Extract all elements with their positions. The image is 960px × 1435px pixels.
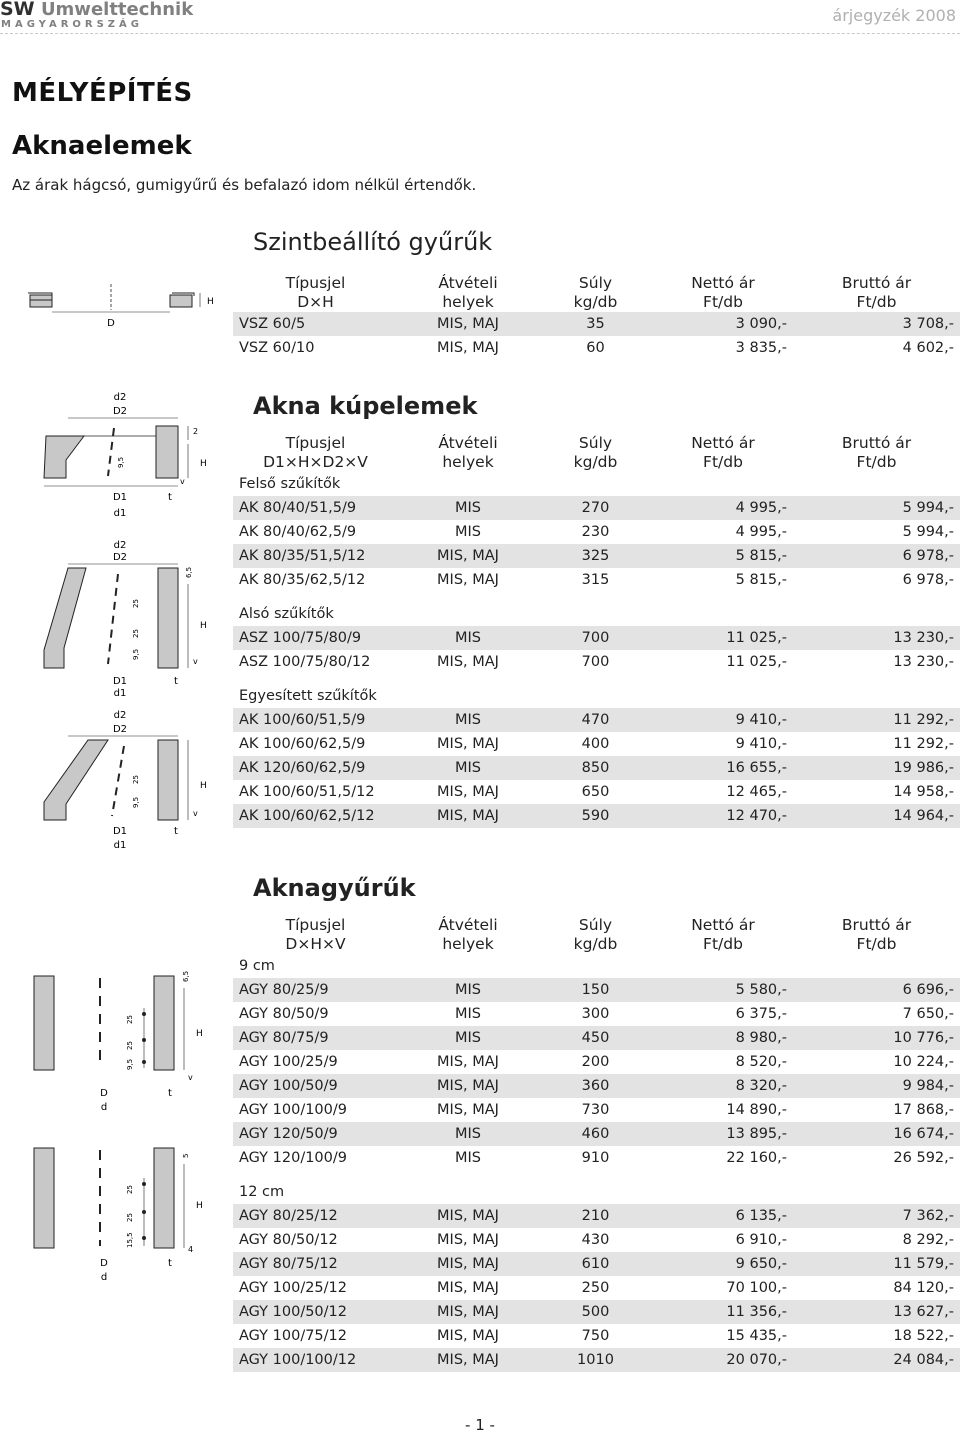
table-row bbox=[233, 544, 960, 568]
label-6-5: 6,5 bbox=[182, 970, 190, 982]
cell-type: AGY 100/100/9 bbox=[239, 1102, 347, 1118]
cell-weight: 850 bbox=[538, 756, 653, 780]
cell-type: AK 100/60/62,5/9 bbox=[239, 736, 366, 752]
cell-net: 22 160,- bbox=[726, 1150, 787, 1166]
cell-net: 5 815,- bbox=[653, 544, 793, 568]
cell-type: AK 80/35/62,5/12 bbox=[239, 572, 366, 588]
cell-weight: 200 bbox=[581, 1054, 610, 1070]
table-row bbox=[233, 1050, 960, 1074]
cell-weight: 250 bbox=[581, 1280, 610, 1296]
cell-type: VSZ 60/10 bbox=[239, 340, 315, 356]
cell-weight: 700 bbox=[581, 654, 610, 670]
table-row bbox=[233, 1098, 960, 1122]
group-label: Egyesített szűkítők bbox=[239, 688, 377, 704]
cell-net: 11 025,- bbox=[726, 654, 787, 670]
cell-type: AK 80/40/51,5/9 bbox=[233, 496, 398, 520]
label-d1: d1 bbox=[113, 508, 127, 519]
cell-weight: 430 bbox=[581, 1232, 610, 1248]
group-label-row bbox=[233, 602, 960, 626]
group-label: Felső szűkítők bbox=[239, 476, 341, 492]
cell-net: 12 465,- bbox=[726, 784, 787, 800]
cell-type: AGY 100/75/12 bbox=[239, 1328, 347, 1344]
cell-gross: 84 120,- bbox=[893, 1280, 954, 1296]
group-label: Alsó szűkítők bbox=[239, 606, 334, 622]
label-D2: D2 bbox=[112, 724, 128, 735]
cell-weight: 1010 bbox=[538, 1348, 653, 1372]
cell-net: 15 435,- bbox=[726, 1328, 787, 1344]
cell-gross: 6 978,- bbox=[793, 544, 960, 568]
cone-diagram-lower bbox=[44, 540, 207, 699]
label-15-5: 15,5 bbox=[126, 1232, 134, 1248]
label-d1: d1 bbox=[113, 688, 127, 699]
table-row bbox=[233, 978, 960, 1002]
header-year-label: árjegyzék 2008 bbox=[832, 6, 956, 25]
cell-net: 6 135,- bbox=[653, 1204, 793, 1228]
cell-type: ASZ 100/75/80/9 bbox=[233, 626, 398, 650]
table-row bbox=[233, 1324, 960, 1348]
label-H: H bbox=[200, 459, 207, 469]
cell-weight: 500 bbox=[538, 1300, 653, 1324]
cell-gross: 17 868,- bbox=[893, 1102, 954, 1118]
label-D2: D2 bbox=[112, 406, 128, 417]
cell-net: 8 520,- bbox=[735, 1054, 787, 1070]
cell-weight: 35 bbox=[538, 312, 653, 336]
label-25: 25 bbox=[126, 1015, 134, 1024]
cell-gross: 6 696,- bbox=[793, 978, 960, 1002]
table-header-row bbox=[233, 431, 960, 472]
cell-type: AGY 100/50/9 bbox=[233, 1074, 398, 1098]
label-H: H bbox=[196, 1201, 203, 1211]
cell-type: AK 100/60/62,5/12 bbox=[233, 804, 398, 828]
col-header-gross: Bruttó ár Ft/db bbox=[841, 434, 912, 471]
cell-gross: 9 984,- bbox=[793, 1074, 960, 1098]
col-header-gross: Bruttó ár Ft/db bbox=[841, 274, 912, 311]
page-number: - 1 - bbox=[465, 1416, 495, 1434]
spacer-row bbox=[233, 1170, 960, 1180]
label-d: d bbox=[100, 1102, 108, 1113]
price-note: Az árak hágcsó, gumigyűrű és befalazó idom nélkül értendők. bbox=[12, 176, 477, 194]
label-9-5: 9,5 bbox=[132, 648, 140, 660]
label-25: 25 bbox=[132, 775, 140, 784]
table-row bbox=[233, 312, 960, 336]
cell-type: ASZ 100/75/80/12 bbox=[239, 654, 371, 670]
cell-net: 11 025,- bbox=[653, 626, 793, 650]
cell-place: MIS, MAJ bbox=[398, 1074, 538, 1098]
cell-gross: 10 224,- bbox=[893, 1054, 954, 1070]
cell-type: AK 100/60/51,5/12 bbox=[239, 784, 375, 800]
cell-place: MIS bbox=[398, 708, 538, 732]
cell-net: 4 995,- bbox=[653, 496, 793, 520]
group-label-row bbox=[233, 1180, 960, 1204]
cell-place: MIS, MAJ bbox=[398, 1348, 538, 1372]
logo-sw: SW bbox=[0, 0, 35, 20]
cell-gross: 14 958,- bbox=[893, 784, 954, 800]
cell-place: MIS bbox=[455, 524, 481, 540]
label-d2: d2 bbox=[113, 540, 127, 551]
table-row bbox=[233, 756, 960, 780]
label-25: 25 bbox=[132, 599, 140, 608]
cell-type: AGY 100/100/12 bbox=[233, 1348, 398, 1372]
table-row bbox=[233, 780, 960, 804]
cell-net: 11 356,- bbox=[653, 1300, 793, 1324]
cone-diagram-upper bbox=[44, 392, 207, 519]
label-D1: D1 bbox=[112, 826, 128, 837]
table-row bbox=[233, 1228, 960, 1252]
header-divider bbox=[0, 33, 960, 34]
label-H: H bbox=[196, 1029, 203, 1039]
table-row bbox=[233, 496, 960, 520]
table-row bbox=[233, 1002, 960, 1026]
cell-net: 4 995,- bbox=[735, 524, 787, 540]
label-D: D bbox=[100, 1258, 108, 1269]
label-d: d bbox=[100, 1272, 108, 1283]
col-header-type: Típusjel D×H×V bbox=[285, 916, 346, 953]
cell-place: MIS bbox=[398, 756, 538, 780]
label-v: v bbox=[180, 477, 185, 486]
cell-type: AGY 80/25/12 bbox=[233, 1204, 398, 1228]
ring-label-h: H bbox=[207, 297, 214, 307]
col-header-place: Átvételi helyek bbox=[438, 274, 498, 311]
cell-weight: 700 bbox=[538, 626, 653, 650]
cell-weight: 270 bbox=[538, 496, 653, 520]
col-header-weight: Súly kg/db bbox=[573, 916, 618, 953]
cell-weight: 450 bbox=[538, 1026, 653, 1050]
section-title-szintbeallito: Szintbeállító gyűrűk bbox=[253, 228, 493, 256]
cell-net: 3 090,- bbox=[653, 312, 793, 336]
table-row bbox=[233, 1252, 960, 1276]
col-header-net: Nettó ár Ft/db bbox=[691, 916, 755, 953]
table-row bbox=[233, 1348, 960, 1372]
cell-gross: 11 292,- bbox=[893, 736, 954, 752]
label-D2: D2 bbox=[112, 552, 128, 563]
label-v: v bbox=[193, 809, 198, 818]
table-row bbox=[233, 626, 960, 650]
agy-diagram-12cm bbox=[34, 1148, 203, 1283]
label-25: 25 bbox=[126, 1213, 134, 1222]
cell-gross: 5 994,- bbox=[793, 496, 960, 520]
cell-gross: 5 994,- bbox=[902, 524, 954, 540]
cell-gross: 13 627,- bbox=[793, 1300, 960, 1324]
label-t: t bbox=[168, 492, 172, 503]
label-v: v bbox=[193, 657, 198, 666]
cell-net: 14 890,- bbox=[726, 1102, 787, 1118]
cell-weight: 300 bbox=[581, 1006, 610, 1022]
cell-place: MIS bbox=[398, 1122, 538, 1146]
table-kupelemek bbox=[233, 431, 960, 828]
cell-type: AGY 100/25/9 bbox=[239, 1054, 338, 1070]
cell-weight: 230 bbox=[581, 524, 610, 540]
group-label: 12 cm bbox=[239, 1184, 285, 1200]
cone-diagrams bbox=[28, 388, 228, 858]
cell-net: 16 655,- bbox=[653, 756, 793, 780]
cell-gross: 13 230,- bbox=[793, 626, 960, 650]
table-row bbox=[233, 1026, 960, 1050]
cell-net: 8 980,- bbox=[653, 1026, 793, 1050]
cell-gross: 16 674,- bbox=[793, 1122, 960, 1146]
cell-net: 9 650,- bbox=[653, 1252, 793, 1276]
cell-type: AGY 80/75/9 bbox=[233, 1026, 398, 1050]
label-2: 2 bbox=[193, 427, 199, 436]
label-9-5: 9,5 bbox=[132, 796, 140, 808]
col-header-net: Nettó ár Ft/db bbox=[691, 274, 755, 311]
cell-weight: 730 bbox=[581, 1102, 610, 1118]
cell-gross: 26 592,- bbox=[893, 1150, 954, 1166]
group-label-row bbox=[233, 472, 960, 496]
ring-label-d: D bbox=[107, 318, 115, 329]
cell-type: AK 120/60/62,5/9 bbox=[233, 756, 398, 780]
spacer-row bbox=[233, 592, 960, 602]
cell-weight: 650 bbox=[581, 784, 610, 800]
agy-diagrams bbox=[28, 968, 218, 1288]
cell-place: MIS, MAJ bbox=[398, 1204, 538, 1228]
label-t: t bbox=[168, 1088, 172, 1099]
cell-place: MIS, MAJ bbox=[437, 654, 499, 670]
cell-net: 9 410,- bbox=[653, 708, 793, 732]
spacer-row bbox=[233, 674, 960, 684]
cell-gross: 11 579,- bbox=[793, 1252, 960, 1276]
table-header-row bbox=[233, 913, 960, 954]
cell-place: MIS, MAJ bbox=[437, 784, 499, 800]
cell-net: 20 070,- bbox=[653, 1348, 793, 1372]
cell-place: MIS bbox=[455, 1006, 481, 1022]
cell-net: 5 815,- bbox=[735, 572, 787, 588]
label-25: 25 bbox=[126, 1185, 134, 1194]
cell-place: MIS, MAJ bbox=[437, 1280, 499, 1296]
col-header-net: Nettó ár Ft/db bbox=[691, 434, 755, 471]
cell-net: 12 470,- bbox=[653, 804, 793, 828]
table-row bbox=[233, 1122, 960, 1146]
cell-place: MIS, MAJ bbox=[437, 1328, 499, 1344]
cell-gross: 4 602,- bbox=[902, 340, 954, 356]
cell-place: MIS, MAJ bbox=[437, 1054, 499, 1070]
col-header-gross: Bruttó ár Ft/db bbox=[841, 916, 912, 953]
cell-weight: 400 bbox=[581, 736, 610, 752]
group-label-row bbox=[233, 684, 960, 708]
cell-gross: 13 230,- bbox=[893, 654, 954, 670]
cell-weight: 60 bbox=[586, 340, 605, 356]
cell-gross: 11 292,- bbox=[793, 708, 960, 732]
page-title: MÉLYÉPÍTÉS bbox=[12, 78, 193, 108]
table-aknagyuruk bbox=[233, 913, 960, 1372]
table-header-row bbox=[233, 268, 960, 312]
cell-weight: 360 bbox=[538, 1074, 653, 1098]
cell-weight: 210 bbox=[538, 1204, 653, 1228]
col-header-weight: Súly kg/db bbox=[573, 274, 618, 311]
cell-place: MIS, MAJ bbox=[398, 804, 538, 828]
cell-type: AGY 100/50/12 bbox=[233, 1300, 398, 1324]
cell-place: MIS, MAJ bbox=[437, 340, 499, 356]
cell-place: MIS bbox=[455, 1150, 481, 1166]
cell-gross: 24 084,- bbox=[793, 1348, 960, 1372]
cell-net: 3 835,- bbox=[735, 340, 787, 356]
table-row bbox=[233, 568, 960, 592]
cell-type: AGY 80/50/12 bbox=[239, 1232, 338, 1248]
label-D: D bbox=[100, 1088, 108, 1099]
label-t: t bbox=[174, 676, 178, 687]
cell-type: AGY 120/50/9 bbox=[233, 1122, 398, 1146]
logo-subtitle: MAGYARORSZÁG bbox=[1, 19, 144, 30]
cell-weight: 470 bbox=[538, 708, 653, 732]
table-row bbox=[233, 650, 960, 674]
cell-gross: 19 986,- bbox=[793, 756, 960, 780]
cell-gross: 18 522,- bbox=[893, 1328, 954, 1344]
cell-gross: 3 708,- bbox=[793, 312, 960, 336]
cell-weight: 910 bbox=[581, 1150, 610, 1166]
label-t: t bbox=[168, 1258, 172, 1269]
table-row bbox=[233, 1276, 960, 1300]
cell-place: MIS bbox=[398, 1026, 538, 1050]
cell-place: MIS, MAJ bbox=[437, 1232, 499, 1248]
cell-gross: 10 776,- bbox=[793, 1026, 960, 1050]
cell-place: MIS bbox=[398, 496, 538, 520]
cell-weight: 750 bbox=[581, 1328, 610, 1344]
label-9-5: 9,5 bbox=[126, 1058, 134, 1070]
label-t: t bbox=[174, 826, 178, 837]
label-9-5: 9,5 bbox=[117, 456, 125, 468]
cell-type: VSZ 60/5 bbox=[233, 312, 398, 336]
label-H: H bbox=[200, 781, 207, 791]
cell-place: MIS, MAJ bbox=[398, 312, 538, 336]
label-D1: D1 bbox=[112, 676, 128, 687]
cell-gross: 8 292,- bbox=[902, 1232, 954, 1248]
ring-diagram bbox=[22, 282, 212, 332]
col-header-weight: Súly kg/db bbox=[573, 434, 618, 471]
col-header-place: Átvételi helyek bbox=[438, 916, 498, 953]
label-25: 25 bbox=[132, 629, 140, 638]
label-d1: d1 bbox=[113, 840, 127, 851]
cell-place: MIS, MAJ bbox=[398, 1252, 538, 1276]
col-header-type: Típusjel D×H bbox=[285, 274, 346, 311]
table-row bbox=[233, 336, 960, 360]
agy-diagram-9cm bbox=[34, 971, 203, 1113]
cell-gross: 14 964,- bbox=[793, 804, 960, 828]
cell-type: AGY 80/75/12 bbox=[233, 1252, 398, 1276]
label-6-5: 6,5 bbox=[185, 566, 193, 578]
cell-weight: 590 bbox=[538, 804, 653, 828]
cell-type: AGY 80/50/9 bbox=[239, 1006, 329, 1022]
group-label-row bbox=[233, 954, 960, 978]
table-row bbox=[233, 1204, 960, 1228]
table-row bbox=[233, 1074, 960, 1098]
cell-net: 8 320,- bbox=[653, 1074, 793, 1098]
label-25: 25 bbox=[126, 1041, 134, 1050]
cell-place: MIS, MAJ bbox=[398, 544, 538, 568]
page-subtitle: Aknaelemek bbox=[12, 131, 192, 161]
cell-type: AK 100/60/51,5/9 bbox=[233, 708, 398, 732]
cell-place: MIS bbox=[398, 626, 538, 650]
col-header-type: Típusjel D1×H×D2×V bbox=[263, 434, 368, 471]
table-row bbox=[233, 732, 960, 756]
cell-place: MIS, MAJ bbox=[437, 572, 499, 588]
cell-net: 9 410,- bbox=[735, 736, 787, 752]
section-title-aknagyuruk: Aknagyűrűk bbox=[253, 874, 416, 902]
col-header-place: Átvételi helyek bbox=[438, 434, 498, 471]
table-row bbox=[233, 520, 960, 544]
logo-name: Umwelttechnik bbox=[40, 0, 194, 20]
logo bbox=[0, 0, 193, 20]
cell-gross: 7 650,- bbox=[902, 1006, 954, 1022]
cell-type: AGY 100/25/12 bbox=[239, 1280, 347, 1296]
cell-type: AGY 120/100/9 bbox=[239, 1150, 347, 1166]
table-szintbeallito bbox=[233, 268, 960, 360]
section-title-kupelemek: Akna kúpelemek bbox=[253, 392, 478, 420]
table-row bbox=[233, 1300, 960, 1324]
table-row bbox=[233, 1146, 960, 1170]
cone-diagram-combined bbox=[44, 710, 207, 851]
cell-net: 5 580,- bbox=[653, 978, 793, 1002]
cell-weight: 460 bbox=[538, 1122, 653, 1146]
cell-net: 6 375,- bbox=[735, 1006, 787, 1022]
cell-net: 70 100,- bbox=[726, 1280, 787, 1296]
label-5: 5 bbox=[182, 1153, 190, 1158]
cell-place: MIS, MAJ bbox=[437, 1102, 499, 1118]
cell-gross: 7 362,- bbox=[793, 1204, 960, 1228]
cell-weight: 315 bbox=[581, 572, 610, 588]
cell-place: MIS, MAJ bbox=[437, 736, 499, 752]
label-d2: d2 bbox=[113, 710, 127, 721]
cell-place: MIS, MAJ bbox=[398, 1300, 538, 1324]
cell-weight: 325 bbox=[538, 544, 653, 568]
cell-net: 13 895,- bbox=[653, 1122, 793, 1146]
group-label: 9 cm bbox=[239, 958, 275, 974]
cell-net: 6 910,- bbox=[735, 1232, 787, 1248]
label-v: v bbox=[188, 1073, 193, 1082]
cell-type: AK 80/40/62,5/9 bbox=[239, 524, 357, 540]
table-row bbox=[233, 804, 960, 828]
label-4: 4 bbox=[188, 1245, 194, 1254]
table-row bbox=[233, 708, 960, 732]
cell-weight: 610 bbox=[538, 1252, 653, 1276]
cell-type: AK 80/35/51,5/12 bbox=[233, 544, 398, 568]
cell-type: AGY 80/25/9 bbox=[233, 978, 398, 1002]
label-D1: D1 bbox=[112, 492, 128, 503]
cell-place: MIS bbox=[398, 978, 538, 1002]
label-d2: d2 bbox=[113, 392, 127, 403]
cell-weight: 150 bbox=[538, 978, 653, 1002]
cell-gross: 6 978,- bbox=[902, 572, 954, 588]
label-H: H bbox=[200, 621, 207, 631]
